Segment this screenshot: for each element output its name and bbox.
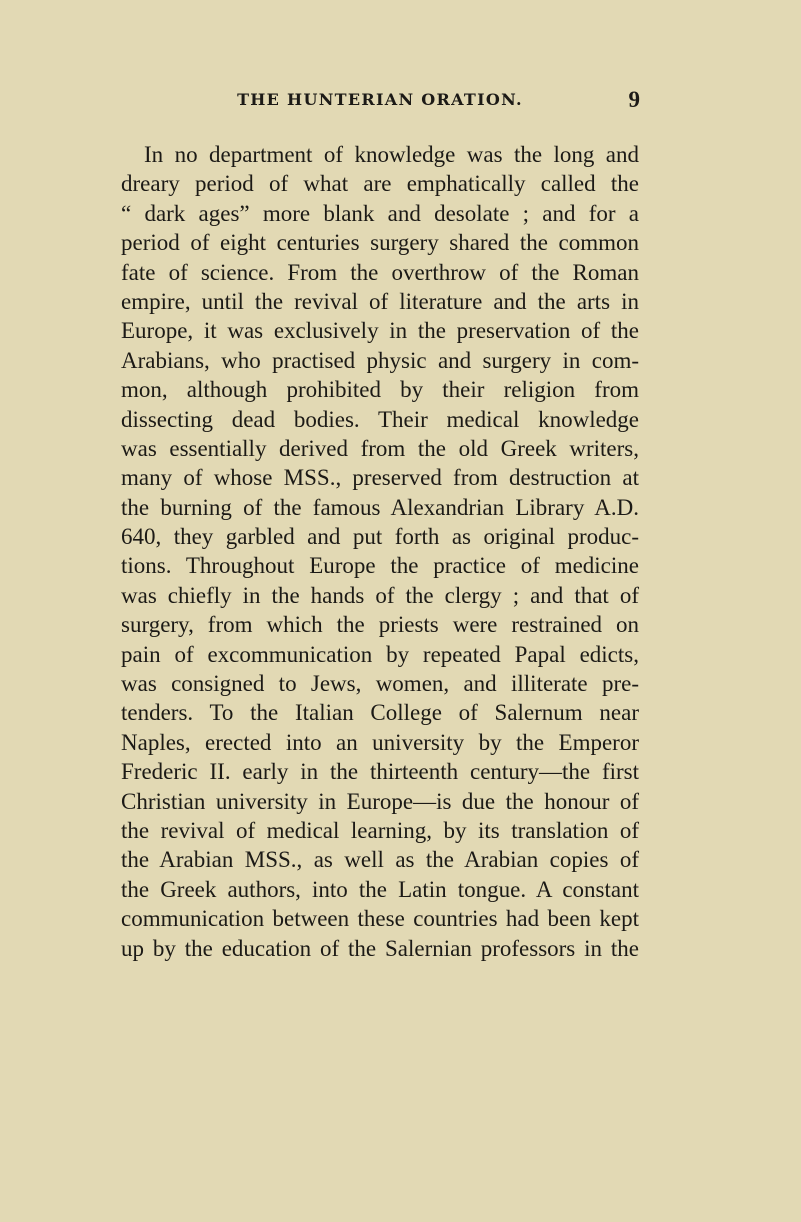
text-line: was essentially derived from the old Greek writers,: [121, 435, 639, 461]
text-line: fate of science. From the overthrow of the Roman: [121, 259, 639, 285]
text-line: mon, although prohibited by their religion from: [121, 377, 639, 403]
text-line: Naples, erected into an university by the Emperor: [121, 729, 639, 755]
text-line: many of whose MSS., preserved from destruction at: [121, 465, 639, 491]
text-line: tions. Throughout Europe the practice of medicine: [121, 553, 639, 579]
text-line: up by the education of the Salernian professors in the: [121, 935, 639, 961]
running-head: [120, 87, 640, 114]
text-line: communication between these countries had been kept: [121, 906, 639, 932]
text-line: the revival of medical learning, by its translation of: [121, 817, 639, 843]
body-paragraph: [121, 140, 639, 963]
text-line: was consigned to Jews, women, and illiterate pre-: [121, 671, 639, 697]
text-line: Frederic II. early in the thirteenth century—the first: [121, 759, 639, 785]
text-line: empire, until the revival of literature and the arts in: [121, 288, 639, 314]
page-number: 9: [628, 87, 640, 112]
text-line: period of eight centuries surgery shared the common: [121, 230, 639, 256]
text-line: the burning of the famous Alexandrian Library A.D.: [121, 494, 639, 520]
text-line: the Greek authors, into the Latin tongue. A constant: [121, 876, 639, 902]
text-line: the Arabian MSS., as well as the Arabian copies of: [121, 847, 639, 873]
text-line: tenders. To the Italian College of Salernum near: [121, 700, 639, 726]
text-line: “ dark ages” more blank and desolate ; and for a: [121, 200, 639, 226]
text-line: dissecting dead bodies. Their medical knowledge: [121, 406, 639, 432]
text-line: pain of excommunication by repeated Papal edicts,: [121, 641, 639, 667]
text-line: Arabians, who practised physic and surgery in com-: [121, 347, 639, 373]
running-head-title: THE HUNTERIAN ORATION.: [237, 90, 523, 109]
text-line: Christian university in Europe—is due the honour of: [121, 788, 639, 814]
text-line: surgery, from which the priests were restrained on: [121, 612, 639, 638]
text-line: Europe, it was exclusively in the preservation of the: [121, 318, 639, 344]
text-line: dreary period of what are emphatically called the: [121, 171, 639, 197]
text-line: was chiefly in the hands of the clergy ; and that of: [121, 582, 639, 608]
text-line: 640, they garbled and put forth as original produc-: [121, 524, 639, 550]
text-line: In no department of knowledge was the long and: [144, 142, 639, 167]
